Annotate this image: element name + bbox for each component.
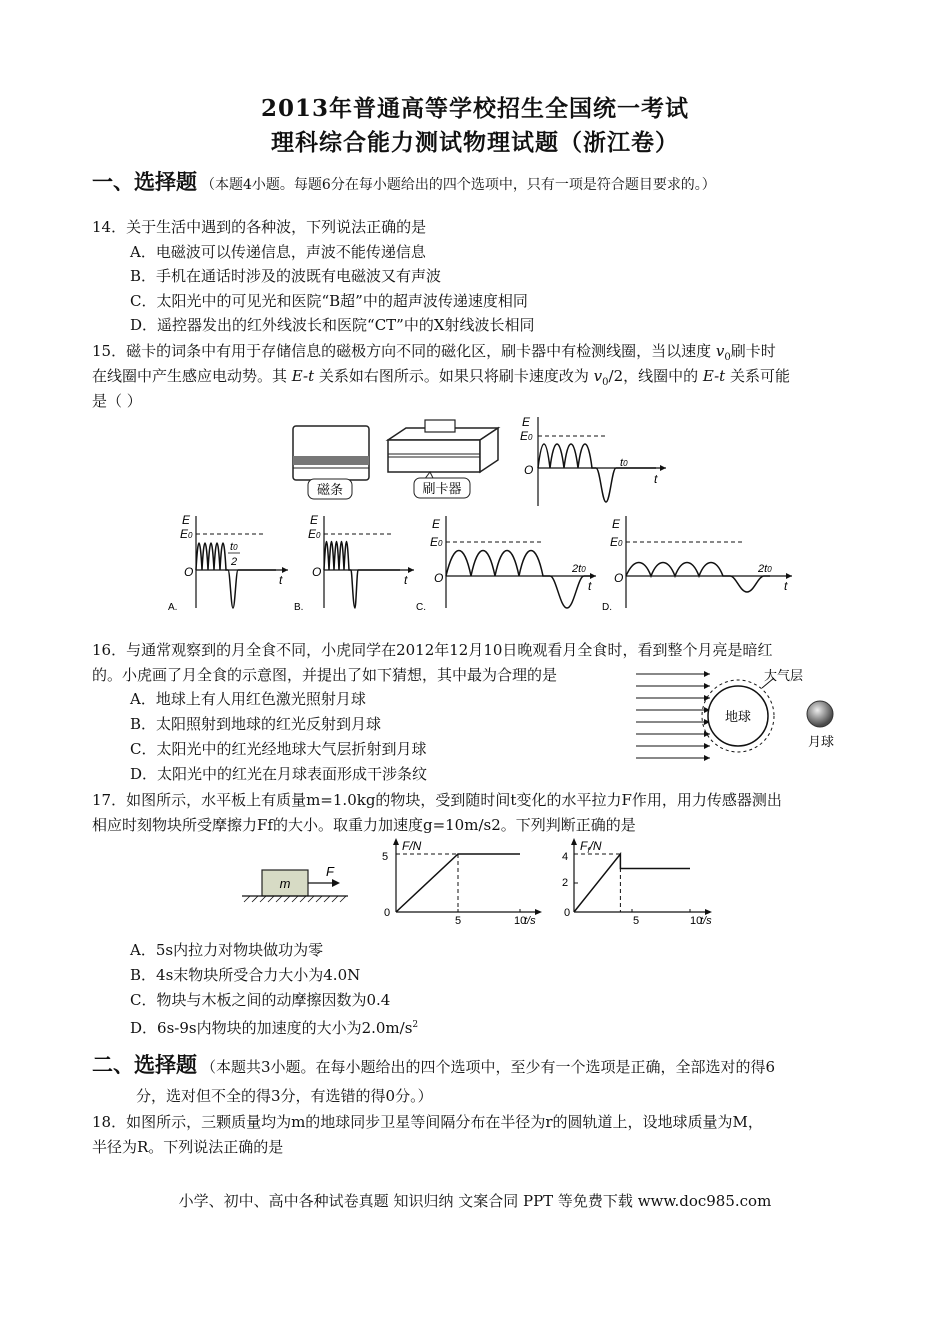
atmosphere-label: 大气层 (764, 668, 804, 683)
svg-text:E: E (612, 517, 621, 531)
q15-stem-line2: 在线圈中产生感应电动势。其 E-t 关系如右图所示。如果只将刷卡速度改为 $v_0/2$，线圈中的 E-t 关系可能 (92, 367, 790, 388)
option-b-label: B. (294, 602, 304, 613)
chart2-ylabel: $F_f/N$ (580, 839, 602, 855)
magnetic-stripe (293, 456, 369, 465)
q16-option-b: B．太阳照射到地球的红光反射到月球 (130, 715, 382, 733)
q14-stem: 14．关于生活中遇到的各种波，下列说法正确的是 (92, 218, 427, 236)
graph-option-a (168, 513, 288, 613)
q17-block-figure (238, 856, 358, 908)
moon-label: 月球 (808, 734, 835, 749)
svg-text:O: O (312, 565, 322, 579)
exam-title: 2013年普通高等学校招生全国统一考试 (260, 95, 689, 122)
svg-text:t: t (588, 579, 592, 593)
moon-circle (807, 701, 833, 727)
x-axis-arrow (535, 909, 542, 915)
q17-stem-line2: 相应时刻物块所受摩擦力Ff的大小。取重力加速度g=10m/s2。下列判断正确的是 (92, 816, 636, 834)
sunlight-rays (636, 674, 710, 758)
section2-header (92, 1049, 775, 1079)
earth-label: 地球 (724, 709, 752, 724)
chart1-origin: 0 (384, 907, 391, 919)
chart1-ylabel: F/N (402, 839, 422, 853)
option-c-label: C. (416, 602, 426, 613)
option-a-label: A. (168, 602, 178, 613)
svg-text:O: O (434, 571, 444, 585)
section1-header (92, 166, 716, 196)
q16-option-a: A．地球上有人用红色激光照射月球 (130, 690, 366, 708)
chart1-xtick-10: 10 (514, 915, 527, 927)
section1-heading: 一、选择题 (92, 169, 197, 194)
svg-text:t: t (279, 573, 283, 587)
card-reader (388, 440, 480, 472)
q14-option-b: B．手机在通话时涉及的波既有电磁波又有声波 (130, 267, 442, 285)
option-d-label: D. (602, 602, 612, 613)
chart2-xtick-10: 10 (690, 915, 703, 927)
q15-stem-line3: 是（ ） (92, 392, 142, 410)
graph-option-c (416, 516, 596, 613)
q17-stem-line1: 17．如图所示，水平板上有质量m=1.0kg的物块，受到随时间t变化的水平拉力F作用，用力传感器测出 (92, 791, 782, 809)
reader-label: 刷卡器 (422, 481, 462, 496)
chart2-ytick-2: 2 (562, 877, 569, 889)
card-label: 磁条 (316, 482, 344, 497)
y-axis-arrow (571, 838, 577, 845)
q16-option-c: C．太阳光中的红光经地球大气层折射到月球 (130, 740, 427, 758)
section2-note-line2: 分，选对但不全的得3分，有选错的得0分。） (136, 1087, 433, 1105)
svg-text:t: t (404, 573, 408, 587)
q16-eclipse-figure (632, 664, 852, 774)
series-line (574, 854, 690, 912)
svg-text:O: O (614, 571, 624, 585)
chart2-xtick-5: 5 (633, 915, 640, 927)
q14-option-d: D．遥控器发出的红外线波长和医院“CT”中的X射线波长相同 (130, 316, 535, 334)
q16-stem-line1: 16．与通常观察到的月全食不同，小虎同学在2012年12月10日晚观看月全食时，看到整个月亮是暗红 (92, 641, 773, 659)
graph-option-d (602, 516, 792, 613)
svg-text:t0: t0 (230, 541, 238, 553)
chart1-xlabel: t/s (524, 915, 536, 927)
q14-option-c: C．太阳光中的可见光和医院“B超”中的超声波传递速度相同 (130, 292, 528, 310)
svg-text:E: E (432, 517, 441, 531)
q17-option-a: A．5s内拉力对物块做功为零 (130, 941, 324, 959)
axis-origin-label: O (524, 463, 534, 477)
y-axis-arrow (393, 838, 399, 845)
axis-t-label: t (654, 472, 658, 486)
reference-emf-curve (538, 444, 656, 502)
svg-text:2: 2 (231, 556, 238, 568)
exam-subtitle: 理科综合能力测试物理试题（浙江卷） (271, 129, 679, 156)
q18-stem-line1: 18．如图所示，三颗质量均为m的地球同步卫星等间隔分布在半径为r的圆轨道上，设地球质量为M， (92, 1113, 763, 1131)
block-mass-label: m (279, 876, 291, 891)
svg-text:E0: E0 (180, 527, 193, 541)
q14-option-a: A．电磁波可以传递信息，声波不能传递信息 (130, 243, 426, 261)
section1-note: （本题4小题。每题6分在每小题给出的四个选项中，只有一项是符合题目要求的。） (201, 177, 716, 193)
chart2-xlabel: t/s (700, 915, 712, 927)
q15-option-graphs (164, 510, 804, 620)
reader-coil-block (425, 420, 455, 432)
q17-option-d: D．6s-9s内物块的加速度的大小为$2.0m/s^2$ (130, 1019, 419, 1037)
q18-stem-line2: 半径为R。下列说法正确的是 (92, 1138, 284, 1156)
q15-reference-graph (516, 412, 676, 512)
axis-e0-label: E0 (520, 429, 533, 443)
q17-option-c: C．物块与木板之间的动摩擦因数为0.4 (130, 991, 391, 1009)
svg-text:2t0: 2t0 (572, 563, 586, 575)
chart1-ytick: 5 (382, 851, 389, 863)
q17-option-b: B．4s末物块所受合力大小为4.0N (130, 966, 361, 984)
force-label: F (326, 864, 334, 879)
svg-text:E0: E0 (430, 535, 443, 549)
q15-stem-line1: 15．磁卡的词条中有用于存储信息的磁极方向不同的磁化区，刷卡器中有检测线圈，当以速度 $v_0$刷卡时 (92, 342, 776, 363)
chart-f-t (376, 836, 556, 932)
chart2-origin: 0 (564, 907, 571, 919)
svg-text:E: E (182, 513, 191, 527)
svg-text:O: O (184, 565, 194, 579)
axis-e-label: E (522, 415, 531, 429)
section2-note-line1: （本题共3小题。在每小题给出的四个选项中，至少有一个选项是正确，全部选对的得6 (201, 1058, 776, 1076)
chart-ff-t (560, 836, 730, 932)
page-footer: 小学、初中、高中各种试卷真题 知识归纳 文案合同 PPT 等免费下载 www.doc985.com (178, 1192, 772, 1210)
q16-stem-line2: 的。小虎画了月全食的示意图，并提出了如下猜想，其中最为合理的是 (92, 666, 558, 684)
svg-text:t: t (784, 579, 788, 593)
svg-text:E: E (310, 513, 319, 527)
graph-option-b (294, 513, 414, 613)
svg-text:2t0: 2t0 (758, 563, 772, 575)
magnetic-card (293, 426, 369, 480)
q16-option-d: D．太阳光中的红光在月球表面形成干涉条纹 (130, 765, 428, 783)
svg-text:E0: E0 (308, 527, 321, 541)
section2-heading: 二、选择题 (92, 1052, 197, 1077)
chart1-xtick-5: 5 (455, 915, 462, 927)
t0-label: t0 (620, 457, 628, 469)
chart2-ytick-4: 4 (562, 851, 569, 863)
svg-text:E0: E0 (610, 535, 623, 549)
